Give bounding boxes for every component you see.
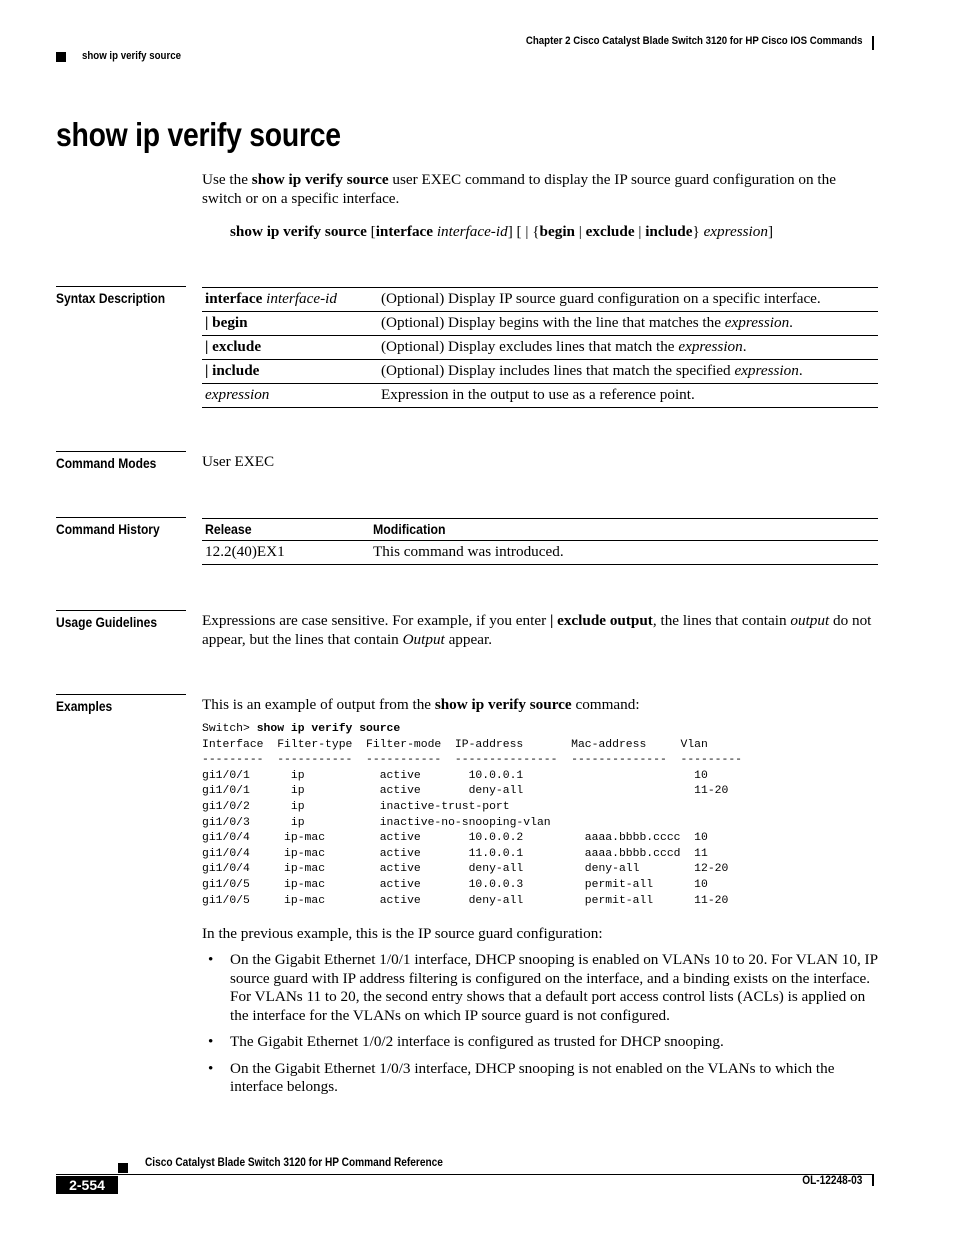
footer-marker — [118, 1163, 128, 1173]
syntax-description-cell: (Optional) Display includes lines that match the specified expression. — [378, 360, 878, 384]
table-row — [202, 312, 878, 336]
list-item: • The Gigabit Ethernet 1/0/2 interface is configured as trusted for DHCP snooping. — [202, 1033, 878, 1052]
output-line: gi1/0/4 ip-mac active deny-all deny-all 12-20 — [202, 863, 729, 876]
section-heading-command-history: Command History — [56, 517, 186, 537]
footer-book-title: Cisco Catalyst Blade Switch 3120 for HP Command Reference — [145, 1157, 443, 1169]
syntax-description-cell: (Optional) Display excludes lines that match the expression. — [378, 336, 878, 360]
section-heading-usage-guidelines: Usage Guidelines — [56, 610, 186, 630]
command-syntax: show ip verify source [interface interface-id] [ | {begin | exclude | include} expression] — [230, 223, 774, 240]
history-header-modification: Modification — [370, 519, 878, 541]
table-row — [202, 384, 878, 408]
syntax-keyword-cell: interface interface-id — [202, 288, 378, 312]
footer-rule — [56, 1174, 874, 1175]
page-title: show ip verify source — [56, 116, 341, 153]
intro-command: show ip verify source — [251, 171, 389, 188]
syntax-description-cell: (Optional) Display begins with the line that matches the expression. — [378, 312, 878, 336]
syntax-keyword-cell: | exclude — [202, 336, 378, 360]
table-row — [202, 541, 878, 565]
output-line: --------- ----------- ----------- --------------- -------------- --------- — [202, 754, 743, 767]
running-header-section: show ip verify source — [82, 50, 181, 62]
history-header-row — [202, 519, 878, 541]
configuration-bullet-list — [202, 951, 878, 1105]
output-line: gi1/0/4 ip-mac active 11.0.0.1 aaaa.bbbb.cccd 11 — [202, 847, 708, 860]
table-row — [202, 336, 878, 360]
section-heading-syntax-description: Syntax Description — [56, 286, 186, 306]
footer-page-number: 2-554 — [56, 1176, 118, 1194]
output-line: Interface Filter-type Filter-mode IP-address Mac-address Vlan — [202, 738, 708, 751]
example-output — [202, 722, 743, 907]
output-line: gi1/0/1 ip active deny-all 11-20 — [202, 785, 729, 798]
usage-paragraph: Expressions are case sensitive. For example, if you enter | exclude output, the lines that contain output do not appear, but the lines that contain Output appear. — [202, 612, 872, 648]
running-header-chapter: Chapter 2 Cisco Catalyst Blade Switch 3120 for HP Cisco IOS Commands — [525, 35, 862, 47]
history-release: 12.2(40)EX1 — [202, 541, 370, 565]
intro-paragraph: Use the show ip verify source user EXEC command to display the IP source guard configuration on the switch or on a specific interface. — [202, 171, 836, 207]
command-history-table — [202, 518, 878, 565]
syntax-keyword-cell: expression — [202, 384, 378, 408]
footer-doc-number: OL-12248-03 — [801, 1175, 862, 1187]
history-header-release: Release — [202, 519, 370, 541]
syntax-keyword-cell: | begin — [202, 312, 378, 336]
section-heading-examples: Examples — [56, 694, 186, 714]
output-line: gi1/0/4 ip-mac active 10.0.0.2 aaaa.bbbb.cccc 10 — [202, 832, 708, 845]
output-line: gi1/0/1 ip active 10.0.0.1 10 — [202, 769, 708, 782]
output-line: gi1/0/3 ip inactive-no-snooping-vlan — [202, 816, 551, 829]
table-row — [202, 288, 878, 312]
examples-intro: This is an example of output from the show ip verify source command: — [202, 696, 640, 713]
history-modification: This command was introduced. — [370, 541, 878, 565]
syntax-description-table — [202, 287, 878, 408]
section-heading-command-modes: Command Modes — [56, 451, 186, 471]
output-line: gi1/0/5 ip-mac active deny-all permit-all 11-20 — [202, 894, 729, 907]
header-marker — [56, 52, 66, 62]
footer-edge-bar — [872, 1174, 874, 1186]
command-mode-value: User EXEC — [202, 453, 275, 470]
syntax-description-cell: (Optional) Display IP source guard configuration on a specific interface. — [378, 288, 878, 312]
list-item: • On the Gigabit Ethernet 1/0/3 interface, DHCP snooping is not enabled on the VLANs to which the interface belongs. — [202, 1060, 878, 1097]
output-line: gi1/0/2 ip inactive-trust-port — [202, 800, 510, 813]
example-prompt-line: Switch> show ip verify source — [202, 723, 401, 735]
output-line: gi1/0/5 ip-mac active 10.0.0.3 permit-all 10 — [202, 878, 708, 891]
table-row — [202, 360, 878, 384]
list-item: • On the Gigabit Ethernet 1/0/1 interface, DHCP snooping is enabled on VLANs 10 to 20. For VLAN 10, IP source guard with IP address filtering is configured on the interface, and a binding exists on the interface. For VLANs 11 to 20, the second entry shows that a default port access control lists (ACLs) is applied on the interface for the VLANs on which IP source guard is not configured. — [202, 951, 878, 1025]
syntax-keyword-cell: | include — [202, 360, 378, 384]
header-rule — [872, 36, 874, 50]
syntax-description-cell: Expression in the output to use as a reference point. — [378, 384, 878, 408]
examples-after-paragraph: In the previous example, this is the IP source guard configuration: — [202, 925, 603, 942]
